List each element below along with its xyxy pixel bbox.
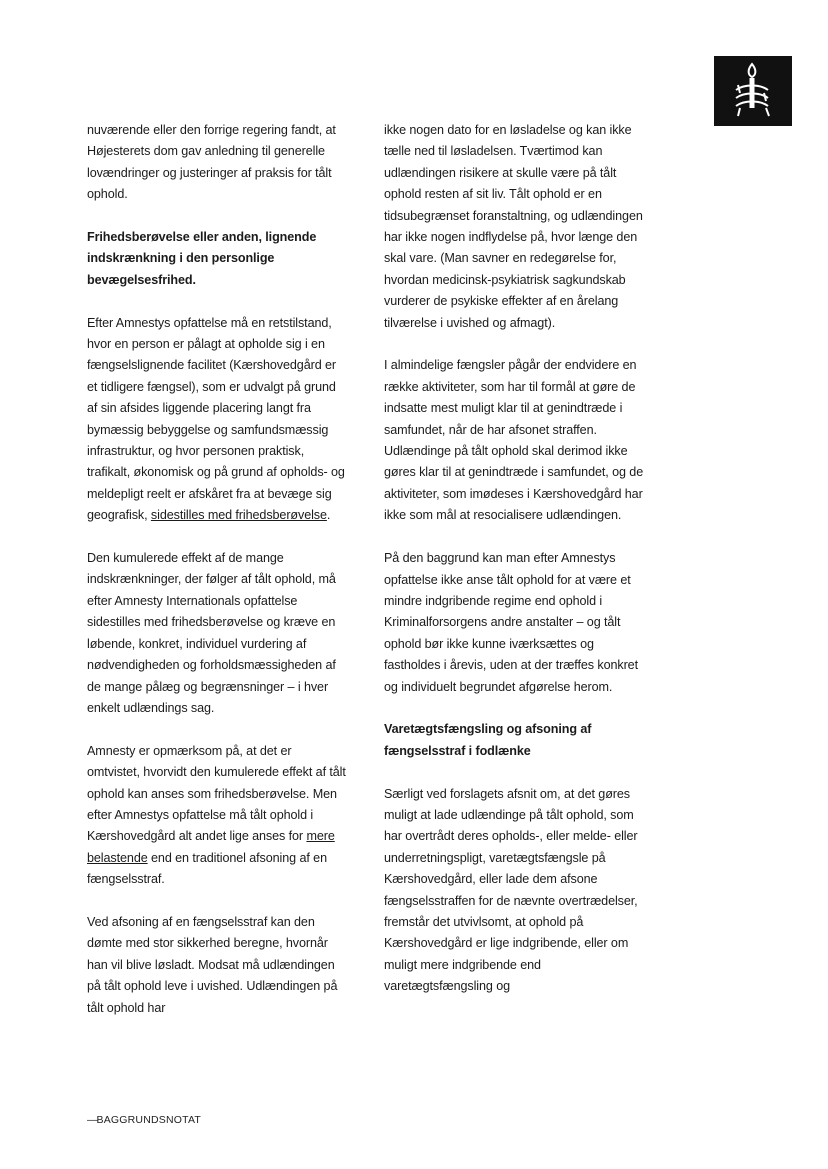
paragraph-text: Amnesty er opmærksom på, at det er omtvistet, hvorvidt den kumulerede effekt af tålt ophold kan anses som frihedsberøvelse. Men efter Amnestys opfattelse må tålt ophold i Kærshovedgård alt andet lige anses for xyxy=(87,743,346,844)
candle-in-barbed-wire-icon xyxy=(714,56,792,126)
paragraph: ikke nogen dato for en løsladelse og kan ikke tælle ned til løsladelsen. Tværtimod kan udlændingen risikere at skulle være på tålt ophold resten af sit liv. Tålt ophold er en tidsubegrænset foranstaltning, og udlændingen har ikke nogen indflydelse på, hvor længe den skal vare. (Man savner en redegørelse for, hvordan medicinsk-psykiatrisk sagkundskab vurderer de psykiske effekter af en årelang tilværelse i uvished og afmagt). xyxy=(384,123,643,330)
paragraph: nuværende eller den forrige regering fandt, at Højesterets dom gav anledning til generelle lovændringer og justeringer af praksis for tålt ophold. xyxy=(87,123,336,202)
paragraph xyxy=(87,741,347,891)
paragraph-tail: end en traditionel afsoning af en fængselsstraf. xyxy=(87,850,327,887)
right-column xyxy=(384,120,649,1019)
paragraph: Den kumulerede effekt af de mange indskrænkninger, der følger af tålt ophold, må efter Amnesty Internationals opfattelse sidestilles med frihedsberøvelse og kræve en løbende, konkret, individuel vurdering af nødvendigheden og forholdsmæssigheden af de mange pålæg og begrænsninger – i hver enkelt udlændings sag. xyxy=(87,551,336,715)
paragraph xyxy=(87,313,347,527)
paragraph: På den baggrund kan man efter Amnestys opfattelse ikke anse tålt ophold for at være et mindre indgribende regime end ophold i Kriminalforsorgens andre anstalter – og tålt ophold bør ikke kunne iværksættes og fastholdes i årevis, uden at der træffes konkret og individuelt begrundet afgørelse herom. xyxy=(384,551,638,694)
underlined-phrase: sidestilles med frihedsberøvelse xyxy=(150,508,327,523)
footer-dash: — xyxy=(87,1114,97,1126)
paragraph-tail: . xyxy=(326,508,331,523)
section-heading: Varetægtsfængsling og afsoning af fængselsstraf i fodlænke xyxy=(384,722,592,758)
section-heading: Frihedsberøvelse eller anden, lignende indskrænkning i den personlige bevægelsesfrihed. xyxy=(87,230,317,287)
paragraph: Særligt ved forslagets afsnit om, at det gøres muligt at lade udlændinge på tålt ophold, som har overtrådt deres opholds-, eller melde- eller underretningspligt, varetægtsfængsle på Kærshovedgård, eller lade dem afsone fængselsstraffen for de nævnte overtrædelser, fremstår det utvivlsomt, at ophold på Kærshovedgård er lige indgribende, eller om muligt mere indgribende end varetægtsfængsling og xyxy=(384,786,638,994)
left-column xyxy=(87,120,347,1040)
paragraph: Ved afsoning af en fængselsstraf kan den dømte med stor sikkerhed beregne, hvornår han vil blive løsladt. Modsat må udlændingen på tålt ophold leve i uvished. Udlændingen på tålt ophold har xyxy=(87,914,338,1015)
footer-text: BAGGRUNDSNOTAT xyxy=(96,1114,201,1126)
footer-label xyxy=(87,1114,201,1126)
amnesty-logo xyxy=(714,56,792,126)
underlined-phrase: mere belastende xyxy=(87,829,335,865)
paragraph-text: Efter Amnestys opfattelse må en retstilstand, hvor en person er pålagt at opholde sig i en fængselslignende facilitet (Kærshovedgård er et tidligere fængsel), som er udvalgt på grund af sin afsides liggende placering langt fra bymæssig bebyggelse og samfundsmæssig infrastruktur, og hvor personen praktisk, trafikalt, økonomisk og på grund af opholds- og meldepligt reelt er afskåret fra at bevæge sig geografisk, xyxy=(87,315,345,523)
paragraph: I almindelige fængsler pågår der endvidere en række aktiviteter, som har til formål at gøre de indsatte mest muligt klar til at genindtræde i samfundet, når de har afsonet straffen. Udlændinge på tålt ophold skal derimod ikke gøres klar til at genindtræde i samfundet, og de aktiviteter, som imødeses i Kærshovedgård har ikke som mål at resocialisere udlændingen. xyxy=(384,358,644,523)
